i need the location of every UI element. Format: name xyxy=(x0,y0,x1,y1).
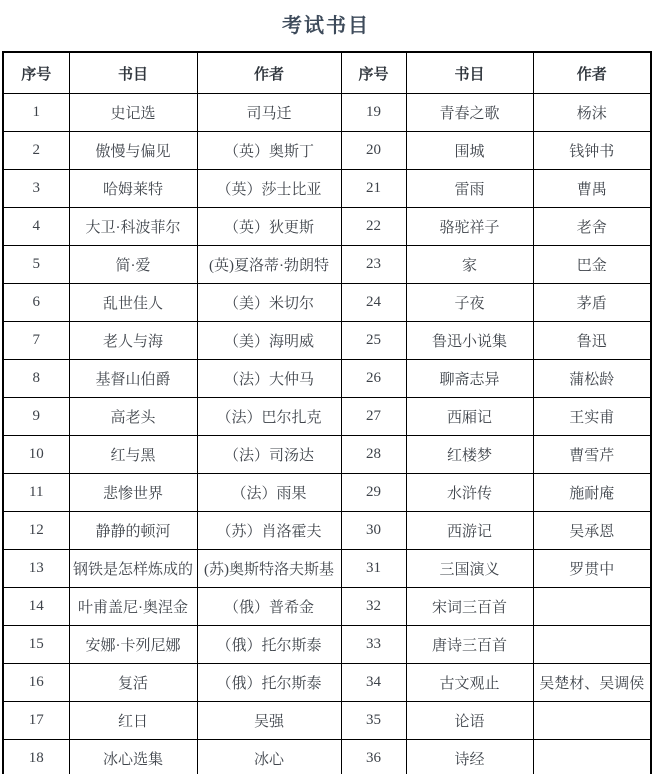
table-cell-author: （法）雨果 xyxy=(197,474,341,512)
table-cell-author: （法）司汤达 xyxy=(197,436,341,474)
table-row xyxy=(3,512,651,550)
table-cell-index: 25 xyxy=(341,322,406,360)
table-cell-author: 司马迁 xyxy=(197,94,341,132)
table-cell-index: 8 xyxy=(3,360,69,398)
table-cell-title: 聊斋志异 xyxy=(406,360,533,398)
table-cell-index: 16 xyxy=(3,664,69,702)
table-cell-title: 静静的顿河 xyxy=(69,512,197,550)
table-cell-title: 基督山伯爵 xyxy=(69,360,197,398)
table-cell-author: 吴楚材、吴调侯 xyxy=(533,664,651,702)
table-cell-author: 老舍 xyxy=(533,208,651,246)
table-cell-title: 安娜·卡列尼娜 xyxy=(69,626,197,664)
table-cell-index: 12 xyxy=(3,512,69,550)
table-cell-title: 论语 xyxy=(406,702,533,740)
table-cell-title: 古文观止 xyxy=(406,664,533,702)
table-cell-title: 红日 xyxy=(69,702,197,740)
table-cell-title: 大卫·科波菲尔 xyxy=(69,208,197,246)
table-cell-index: 20 xyxy=(341,132,406,170)
table-cell-author: 冰心 xyxy=(197,740,341,774)
table-cell-title: 骆驼祥子 xyxy=(406,208,533,246)
table-cell-index: 21 xyxy=(341,170,406,208)
table-cell-author: （俄）托尔斯泰 xyxy=(197,664,341,702)
table-cell-index: 31 xyxy=(341,550,406,588)
table-row xyxy=(3,360,651,398)
table-row xyxy=(3,208,651,246)
table-cell-index: 27 xyxy=(341,398,406,436)
table-cell-author: 曹雪芹 xyxy=(533,436,651,474)
table-cell-title: 三国演义 xyxy=(406,550,533,588)
table-cell-author: （美）米切尔 xyxy=(197,284,341,322)
table-cell-author: （俄）普希金 xyxy=(197,588,341,626)
table-cell-index: 35 xyxy=(341,702,406,740)
table-cell-author: （英）狄更斯 xyxy=(197,208,341,246)
table-row xyxy=(3,170,651,208)
table-cell-author: 巴金 xyxy=(533,246,651,284)
page-title: 考试书目 xyxy=(282,15,370,37)
column-header-title-right: 书目 xyxy=(406,52,533,94)
table-cell-author: 曹禺 xyxy=(533,170,651,208)
table-row xyxy=(3,94,651,132)
table-cell-title: 冰心选集 xyxy=(69,740,197,774)
table-cell-author xyxy=(533,740,651,774)
booklist-table xyxy=(2,51,652,774)
table-cell-index: 34 xyxy=(341,664,406,702)
table-cell-index: 2 xyxy=(3,132,69,170)
column-header-author-left: 作者 xyxy=(197,52,341,94)
table-cell-index: 24 xyxy=(341,284,406,322)
table-cell-author: 罗贯中 xyxy=(533,550,651,588)
table-cell-title: 雷雨 xyxy=(406,170,533,208)
table-cell-index: 23 xyxy=(341,246,406,284)
table-cell-title: 钢铁是怎样炼成的 xyxy=(69,550,197,588)
table-row xyxy=(3,436,651,474)
table-row xyxy=(3,284,651,322)
table-cell-index: 18 xyxy=(3,740,69,774)
table-row xyxy=(3,588,651,626)
table-cell-author xyxy=(533,702,651,740)
table-cell-title: 水浒传 xyxy=(406,474,533,512)
table-cell-index: 17 xyxy=(3,702,69,740)
table-cell-index: 22 xyxy=(341,208,406,246)
table-row xyxy=(3,474,651,512)
table-cell-index: 1 xyxy=(3,94,69,132)
table-cell-author: （英）奥斯丁 xyxy=(197,132,341,170)
column-header-title-left: 书目 xyxy=(69,52,197,94)
table-cell-title: 家 xyxy=(406,246,533,284)
table-cell-title: 围城 xyxy=(406,132,533,170)
table-cell-index: 13 xyxy=(3,550,69,588)
table-cell-author xyxy=(533,588,651,626)
table-cell-title: 西厢记 xyxy=(406,398,533,436)
table-cell-index: 19 xyxy=(341,94,406,132)
table-cell-title: 诗经 xyxy=(406,740,533,774)
table-cell-author: （俄）托尔斯泰 xyxy=(197,626,341,664)
table-cell-index: 4 xyxy=(3,208,69,246)
table-cell-author: （美）海明威 xyxy=(197,322,341,360)
table-cell-author: 吴强 xyxy=(197,702,341,740)
table-cell-index: 30 xyxy=(341,512,406,550)
table-cell-title: 悲惨世界 xyxy=(69,474,197,512)
table-cell-index: 7 xyxy=(3,322,69,360)
table-row xyxy=(3,664,651,702)
table-cell-title: 傲慢与偏见 xyxy=(69,132,197,170)
table-cell-index: 11 xyxy=(3,474,69,512)
table-cell-index: 28 xyxy=(341,436,406,474)
table-cell-index: 29 xyxy=(341,474,406,512)
table-cell-index: 26 xyxy=(341,360,406,398)
table-cell-index: 9 xyxy=(3,398,69,436)
column-header-author-right: 作者 xyxy=(533,52,651,94)
table-row xyxy=(3,322,651,360)
table-cell-index: 6 xyxy=(3,284,69,322)
table-cell-title: 简·爱 xyxy=(69,246,197,284)
table-cell-index: 36 xyxy=(341,740,406,774)
column-header-index-right: 序号 xyxy=(341,52,406,94)
table-cell-index: 10 xyxy=(3,436,69,474)
table-cell-title: 高老头 xyxy=(69,398,197,436)
table-header xyxy=(3,52,651,94)
table-cell-title: 叶甫盖尼·奥涅金 xyxy=(69,588,197,626)
table-cell-title: 老人与海 xyxy=(69,322,197,360)
table-row xyxy=(3,246,651,284)
table-cell-author: 茅盾 xyxy=(533,284,651,322)
table-cell-author: 钱钟书 xyxy=(533,132,651,170)
table-cell-author: （苏）肖洛霍夫 xyxy=(197,512,341,550)
table-cell-title: 哈姆莱特 xyxy=(69,170,197,208)
table-cell-title: 复活 xyxy=(69,664,197,702)
column-header-index-left: 序号 xyxy=(3,52,69,94)
table-row xyxy=(3,550,651,588)
table-cell-author: 吴承恩 xyxy=(533,512,651,550)
table-cell-title: 青春之歌 xyxy=(406,94,533,132)
header-row xyxy=(3,52,651,94)
table-cell-author: (苏)奥斯特洛夫斯基 xyxy=(197,550,341,588)
table-cell-title: 西游记 xyxy=(406,512,533,550)
table-cell-title: 乱世佳人 xyxy=(69,284,197,322)
table-cell-author: 鲁迅 xyxy=(533,322,651,360)
table-cell-index: 15 xyxy=(3,626,69,664)
table-cell-author: 杨沫 xyxy=(533,94,651,132)
table-cell-title: 鲁迅小说集 xyxy=(406,322,533,360)
table-cell-author: (英)夏洛蒂·勃朗特 xyxy=(197,246,341,284)
table-cell-author: （法）巴尔扎克 xyxy=(197,398,341,436)
table-cell-author: （法）大仲马 xyxy=(197,360,341,398)
table-row xyxy=(3,398,651,436)
table-cell-index: 14 xyxy=(3,588,69,626)
table-cell-author: 王实甫 xyxy=(533,398,651,436)
table-row xyxy=(3,702,651,740)
table-cell-index: 3 xyxy=(3,170,69,208)
table-cell-title: 红楼梦 xyxy=(406,436,533,474)
table-cell-title: 红与黑 xyxy=(69,436,197,474)
table-cell-author: 施耐庵 xyxy=(533,474,651,512)
table-cell-index: 32 xyxy=(341,588,406,626)
table-body xyxy=(3,94,651,774)
table-cell-author: （英）莎士比亚 xyxy=(197,170,341,208)
table-cell-title: 唐诗三百首 xyxy=(406,626,533,664)
table-row xyxy=(3,626,651,664)
table-row xyxy=(3,740,651,774)
table-cell-index: 33 xyxy=(341,626,406,664)
table-cell-title: 宋词三百首 xyxy=(406,588,533,626)
table-cell-author: 蒲松龄 xyxy=(533,360,651,398)
table-cell-index: 5 xyxy=(3,246,69,284)
table-cell-title: 史记选 xyxy=(69,94,197,132)
table-cell-author xyxy=(533,626,651,664)
table-cell-title: 子夜 xyxy=(406,284,533,322)
table-row xyxy=(3,132,651,170)
